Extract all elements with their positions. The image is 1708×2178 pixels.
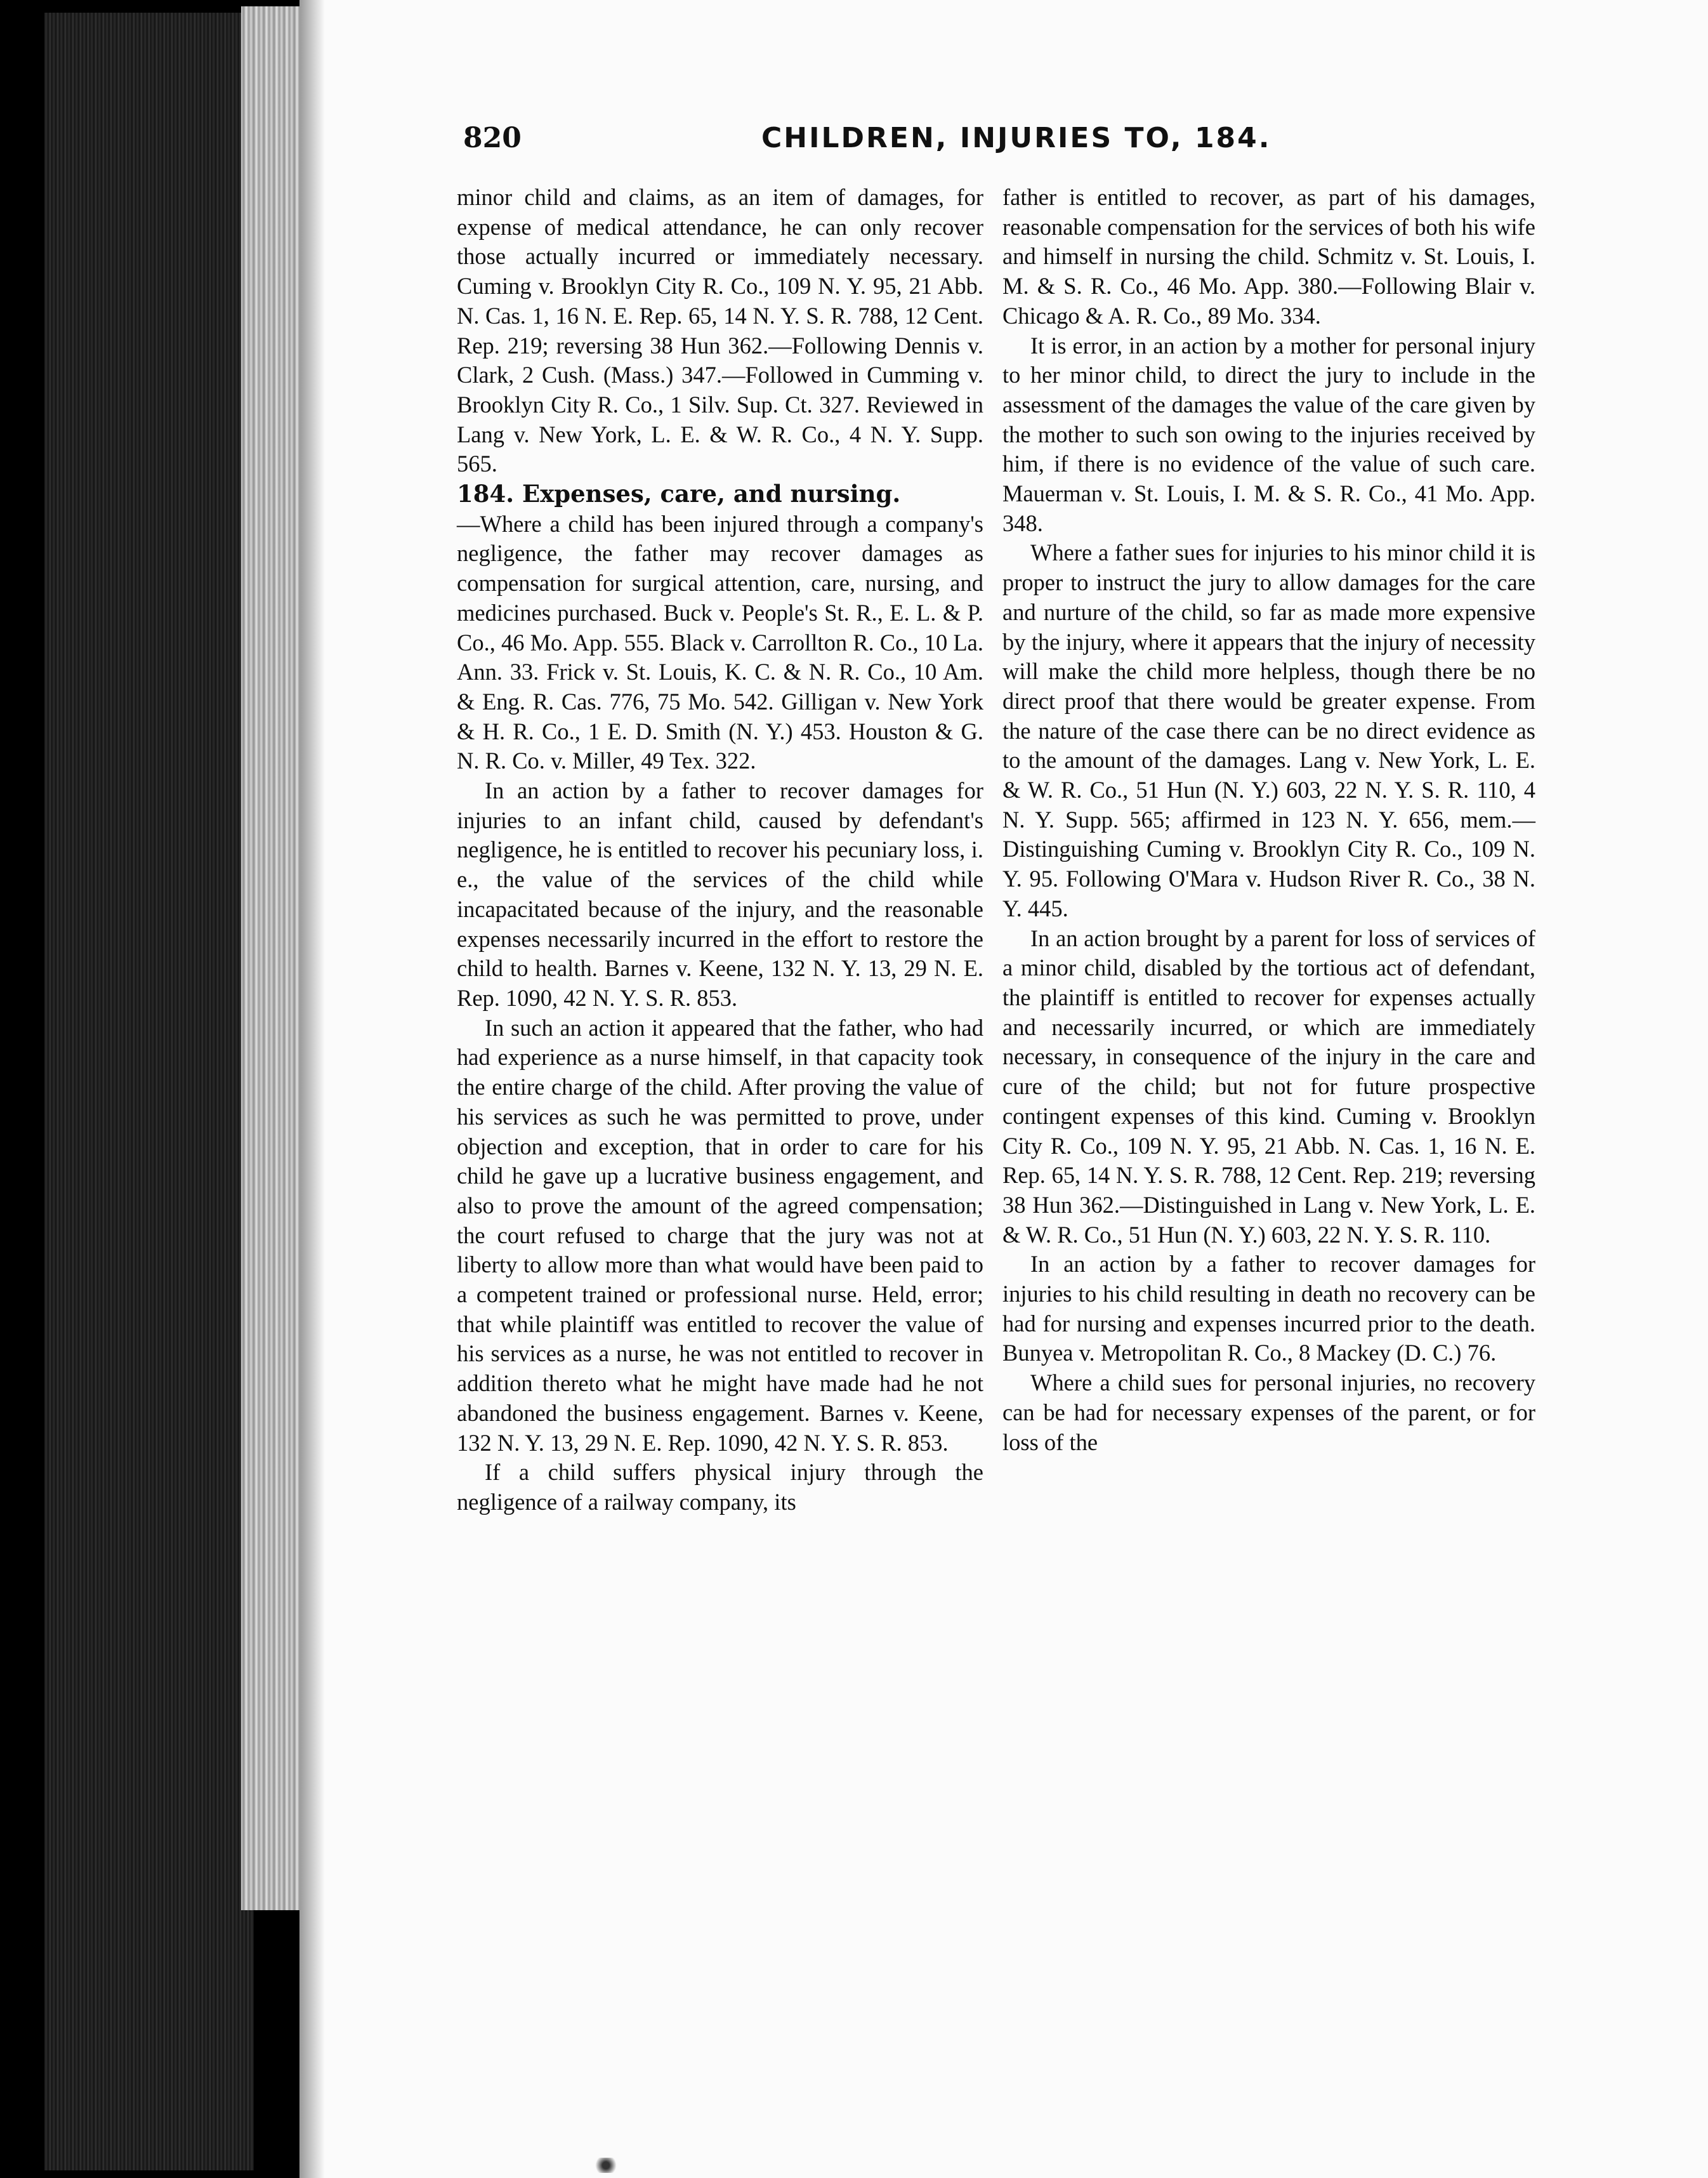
section-paragraph	[457, 479, 983, 776]
gutter-shadow	[299, 0, 325, 2178]
right-column	[1002, 183, 1535, 1457]
running-title: CHILDREN, INJURIES TO, 184.	[761, 122, 1271, 154]
paragraph: It is error, in an action by a mother for personal injury to her minor child, to direct the jury to include in the assessment of the damages the value of the care given by the mother to such son owing to the injuries received by him, if there is no evidence of the value of such care. Mauerman v. St. Louis, I. M. & S. R. Co., 41 Mo. App. 348.	[1002, 332, 1535, 536]
paragraph: Where a father sues for injuries to his minor child it is proper to instruct the jury to allow damages for the care and nurture of the child, so far as made more expensive by the injury, where it appears that the injury of necessity will make the child more helpless, though there be no direct proof that there would be greater expense. From the nature of the case there can be no direct evidence as to the amount of the damages. Lang v. New York, L. E. & W. R. Co., 51 Hun (N. Y.) 603, 22 N. Y. S. R. 110, 4 N. Y. Supp. 565; affirmed in 123 N. Y. 656, mem.—Distinguishing Cuming v. Brooklyn City R. Co., 109 N. Y. 95. Following O'Mara v. Hudson River R. Co., 38 N. Y. 445.	[1002, 539, 1535, 921]
scan-speck	[590, 2158, 622, 2173]
paragraph: father is entitled to recover, as part of his damages, reasonable compensation for the services of both his wife and himself in nursing the child. Schmitz v. St. Louis, I. M. & S. R. Co., 46 Mo. App. 380.—Following Blair v. Chicago & A. R. Co., 89 Mo. 334.	[1002, 184, 1535, 329]
page-number: 820	[463, 122, 522, 154]
section-heading: 184. Expenses, care, and nursing.	[457, 480, 901, 508]
left-column	[457, 183, 983, 1517]
paragraph: In an action by a father to recover damages for injuries to an infant child, caused by defendant's negligence, he is entitled to recover his pecuniary loss, i. e., the value of the services of the child while incapacitated because of the injury, and the reasonable expenses necessarily incurred in the effort to restore the child to health. Barnes v. Keene, 132 N. Y. 13, 29 N. E. Rep. 1090, 42 N. Y. S. R. 853.	[457, 777, 983, 1011]
page-header	[463, 122, 1542, 166]
page-edges-light	[241, 6, 301, 1910]
paragraph: In an action brought by a parent for loss of services of a minor child, disabled by the tortious act of defendant, the plaintiff is entitled to recover for expenses actually and necessarily incurred, or which are immediately necessary, in consequence of the injury in the care and cure of the child; but not for future prospective contingent expenses of this kind. Cuming v. Brooklyn City R. Co., 109 N. Y. 95, 21 Abb. N. Cas. 1, 16 N. E. Rep. 65, 14 N. Y. S. R. 788, 12 Cent. Rep. 219; reversing 38 Hun 362.—Distinguished in Lang v. New York, L. E. & W. R. Co., 51 Hun (N. Y.) 603, 22 N. Y. S. R. 110.	[1002, 925, 1535, 1248]
paragraph: In an action by a father to recover damages for injuries to his child resulting in death no recovery can be had for nursing and expenses incurred prior to the death. Bunyea v. Metropolitan R. Co., 8 Mackey (D. C.) 76.	[1002, 1251, 1535, 1366]
section-body: —Where a child has been injured through a company's negligence, the father may recover damages as compensation for surgical attention, care, nursing, and medicines purchased. Buck v. People's St. R., E. L. & P. Co., 46 Mo. App. 555. Black v. Carrollton R. Co., 10 La. Ann. 33. Frick v. St. Louis, K. C. & N. R. Co., 10 Am. & Eng. R. Cas. 776, 75 Mo. 542. Gilligan v. New York & H. R. Co., 1 E. D. Smith (N. Y.) 453. Houston & G. N. R. Co. v. Miller, 49 Tex. 322.	[457, 510, 984, 774]
paragraph: In such an action it appeared that the father, who had had experience as a nurse himself, in that capacity took the entire charge of the child. After proving the value of his services as such he was permitted to prove, under objection and exception, that in order to care for his child he gave up a lucrative business engagement, and also to prove the amount of the agreed compensation; the court refused to charge that the jury was not at liberty to allow more than what would have been paid to a competent trained or professional nurse. Held, error; that while plaintiff was entitled to recover the value of his services as a nurse, he was not entitled to recover in addition thereto what he might have made had he not abandoned the business engagement. Barnes v. Keene, 132 N. Y. 13, 29 N. E. Rep. 1090, 42 N. Y. S. R. 853.	[457, 1014, 983, 1456]
paragraph: Where a child sues for personal injuries, no recovery can be had for necessary expenses of the parent, or for loss of the	[1002, 1370, 1535, 1455]
paragraph: minor child and claims, as an item of damages, for expense of medical attendance, he can only recover those actually incurred or immediately necessary. Cuming v. Brooklyn City R. Co., 109 N. Y. 95, 21 Abb. N. Cas. 1, 16 N. E. Rep. 65, 14 N. Y. S. R. 788, 12 Cent. Rep. 219; reversing 38 Hun 362.—Following Dennis v. Clark, 2 Cush. (Mass.) 347.—Followed in Cumming v. Brooklyn City R. Co., 1 Silv. Sup. Ct. 327. Reviewed in Lang v. New York, L. E. & W. R. Co., 4 N. Y. Supp. 565.	[457, 184, 983, 477]
page-block-edges	[44, 13, 254, 2170]
paragraph: If a child suffers physical injury through the negligence of a railway company, its	[457, 1459, 983, 1515]
